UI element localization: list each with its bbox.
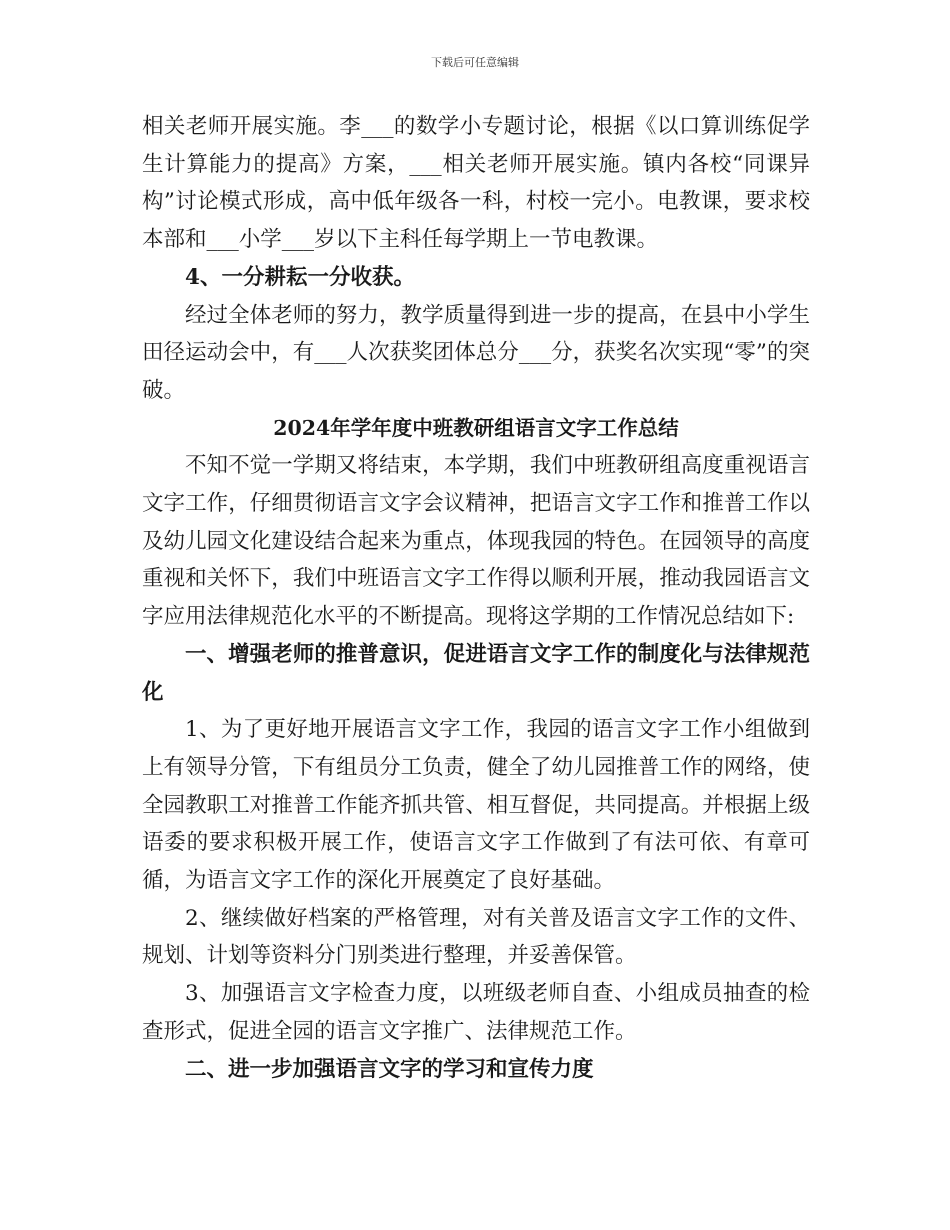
paragraph-item-1: 1、为了更好地开展语言文字工作，我园的语言文字工作小组做到上有领导分管，下有组员分工负责，健全了幼儿园推普工作的网络，使全园教职工对推普工作能齐抓共管、相互督促，共同提高。并根据上级语委的要求积极开展工作，使语言文字工作做到了有法可依、有章可循，为语言文字工作的深化开展奠定了良好基础。: [142, 717, 810, 894]
section-heading-1: 一、增强老师的推普意识，促进语言文字工作的制度化与法律规范化: [142, 641, 810, 705]
page-header: 下载后可任意编辑: [431, 56, 519, 69]
section-heading-2: 二、进一步加强语言文字的学习和宣传力度: [185, 1056, 594, 1082]
section-heading-4: 4、一分耕耘一分收获。: [185, 264, 415, 290]
paragraph-results: 经过全体老师的努力，教学质量得到进一步的提高，在县中小学生田径运动会中，有___人次获奖团体总分___分，获奖名次实现“零”的突破。: [142, 302, 810, 403]
document-title: 2024年学年度中班教研组语言文字工作总结: [273, 415, 679, 440]
paragraph-continued: 相关老师开展实施。李___的数学小专题讨论，根据《以口算训练促学生计算能力的提高》方案，___相关老师开展实施。镇内各校“同课异构”讨论模式形成，高中低年级各一科，村校一完小。电教课，要求校本部和___小学___岁以下主科任每学期上一节电教课。: [142, 114, 810, 253]
document-body: [142, 108, 810, 1088]
paragraph-intro: 不知不觉一学期又将结束，本学期，我们中班教研组高度重视语言文字工作，仔细贯彻语言文字会议精神，把语言文字工作和推普工作以及幼儿园文化建设结合起来为重点，体现我园的特色。在园领导的高度重视和关怀下，我们中班语言文字工作得以顺利开展，推动我园语言文字应用法律规范化水平的不断提高。现将这学期的工作情况总结如下:: [142, 453, 810, 630]
paragraph-item-2: 2、继续做好档案的严格管理，对有关普及语言文字工作的文件、规划、计划等资料分门别类进行整理，并妥善保管。: [142, 905, 810, 969]
paragraph-item-3: 3、加强语言文字检查力度，以班级老师自查、小组成员抽查的检查形式，促进全园的语言文字推广、法律规范工作。: [142, 981, 810, 1044]
